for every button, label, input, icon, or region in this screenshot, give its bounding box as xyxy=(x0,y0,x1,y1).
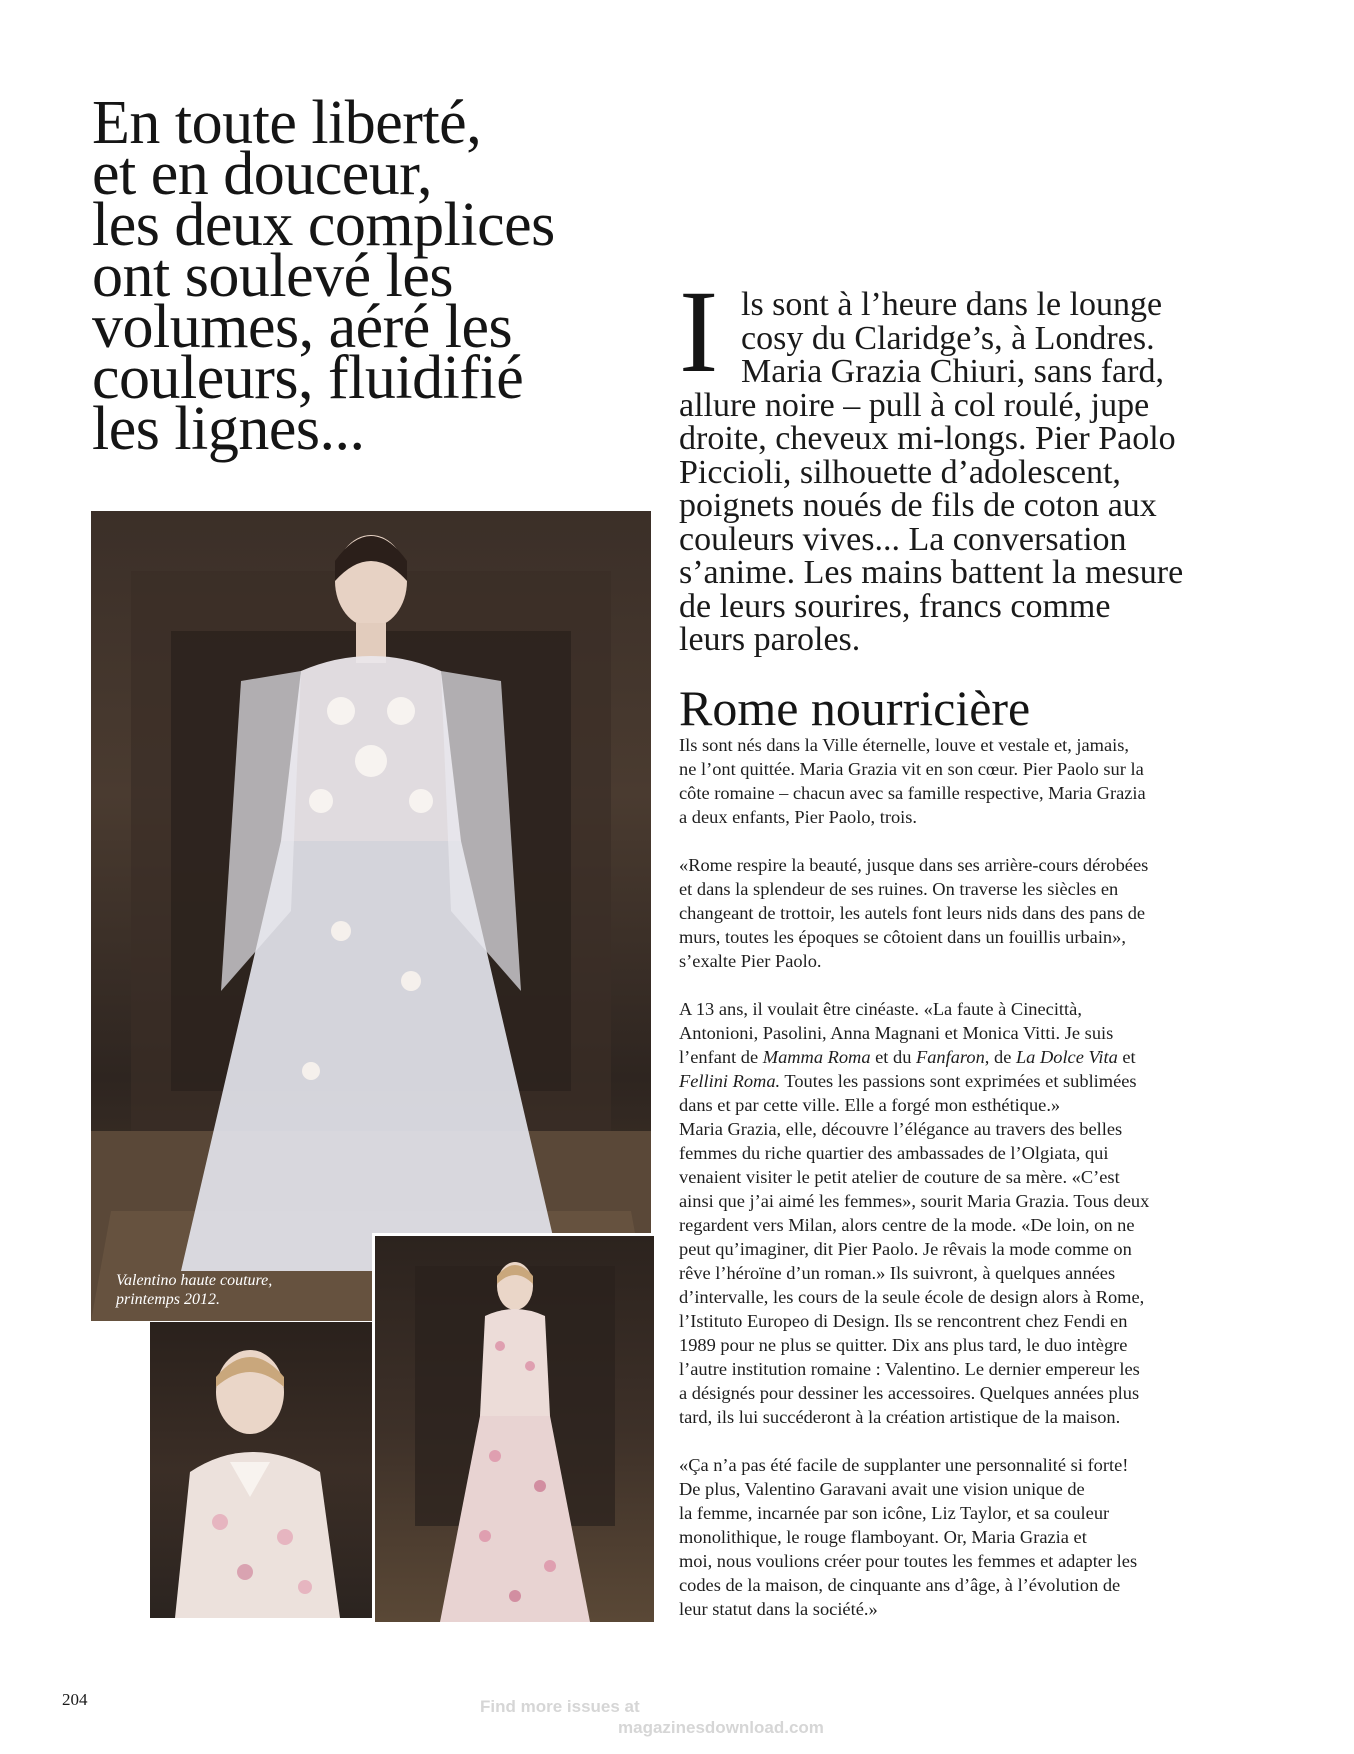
caption-line: printemps 2012. xyxy=(116,1291,220,1308)
lede-paragraph xyxy=(679,288,1239,657)
body-paragraph xyxy=(679,1117,1239,1429)
lede-line: ls sont à l’heure dans le lounge xyxy=(741,286,1163,323)
film-title: Mamma Roma xyxy=(762,1047,871,1067)
body-line: a désignés pour dessiner les accessoires. Quelques années plus xyxy=(679,1383,1140,1403)
drop-cap: I xyxy=(679,266,719,397)
body-line: dans et par cette ville. Elle a forgé mon esthétique.» xyxy=(679,1095,1061,1115)
body-text: et du xyxy=(870,1047,916,1067)
headline-line: ont soulevé les xyxy=(92,242,453,310)
body-line: murs, toutes les époques se côtoient dans un fouillis urbain», xyxy=(679,927,1126,947)
watermark-line: Find more issues at xyxy=(480,1697,640,1716)
lede-line: couleurs vives... La conversation xyxy=(679,520,1127,558)
photo-caption xyxy=(116,1271,336,1309)
body-line: monolithique, le rouge flamboyant. Or, Maria Grazia et xyxy=(679,1527,1087,1547)
film-title: Fanfaron xyxy=(916,1047,985,1067)
body-line: Ils sont nés dans la Ville éternelle, louve et vestale et, jamais, xyxy=(679,735,1130,755)
headline xyxy=(92,89,652,463)
body-line: l’Istituto Europeo di Design. Ils se rencontrent chez Fendi en xyxy=(679,1311,1128,1331)
body-line: «Rome respire la beauté, jusque dans ses arrière-cours dérobées xyxy=(679,855,1149,875)
body-line: regardent vers Milan, alors centre de la mode. «De loin, on ne xyxy=(679,1215,1135,1235)
body-line: femmes du riche quartier des ambassades de l’Olgiata, qui xyxy=(679,1143,1109,1163)
headline-line: En toute liberté, xyxy=(92,89,482,157)
section-subhead: Rome nourricière xyxy=(679,680,1031,736)
lede-line: droite, cheveux mi-longs. Pier Paolo xyxy=(679,420,1176,457)
lede-line: de leurs sourires, francs comme xyxy=(679,587,1111,625)
lede-line: s’anime. Les mains battent la mesure xyxy=(679,554,1184,591)
body-text: l’enfant de xyxy=(679,1047,763,1067)
headline-line: et en douceur, xyxy=(92,140,432,208)
body-line: a deux enfants, Pier Paolo, trois. xyxy=(679,807,918,827)
body-line: et dans la splendeur de ses ruines. On traverse les siècles en xyxy=(679,879,1119,899)
film-title: Fellini Roma. xyxy=(679,1071,781,1091)
body-paragraph xyxy=(679,733,1239,829)
body-line: 1989 pour ne plus se quitter. Dix ans plus tard, le duo intègre xyxy=(679,1335,1128,1355)
body-line: côte romaine – chacun avec sa famille respective, Maria Grazia xyxy=(679,783,1146,803)
headline-line: les lignes... xyxy=(92,395,365,463)
watermark-line: magazinesdownload.com xyxy=(618,1718,824,1737)
body-line xyxy=(679,1069,1239,1093)
lede-line: Maria Grazia Chiuri, sans fard, xyxy=(741,353,1164,390)
headline-line: couleurs, fluidifié xyxy=(92,344,524,412)
body-line: «Ça n’a pas été facile de supplanter une personnalité si forte! xyxy=(679,1455,1129,1475)
body-text: et xyxy=(1117,1047,1136,1067)
body-paragraph xyxy=(679,1453,1239,1621)
body-line: codes de la maison, de cinquante ans d’âge, à l’évolution de xyxy=(679,1575,1121,1595)
body-line: ne l’ont quittée. Maria Grazia vit en son cœur. Pier Paolo sur la xyxy=(679,759,1144,779)
runway-illustration xyxy=(375,1236,654,1622)
lede-line: cosy du Claridge’s, à Londres. xyxy=(741,319,1155,357)
runway-photo-jacket xyxy=(150,1322,372,1618)
body-text: Toutes les passions sont exprimées et sublimées xyxy=(780,1071,1137,1091)
body-column xyxy=(679,733,1239,1645)
lede-line: allure noire – pull à col roulé, jupe xyxy=(679,386,1150,424)
body-paragraph xyxy=(679,853,1239,973)
headline-line: volumes, aéré les xyxy=(92,293,513,361)
headline-line: les deux complices xyxy=(92,191,555,259)
body-line: peut qu’imaginer, dit Pier Paolo. Je rêvais la mode comme on xyxy=(679,1239,1132,1259)
body-line: rêve l’héroïne d’un roman.» Ils suivront, à quelques années xyxy=(679,1263,1116,1283)
body-line: tard, ils lui succéderont à la création artistique de la maison. xyxy=(679,1407,1121,1427)
body-line: Antonioni, Pasolini, Anna Magnani et Monica Vitti. Je suis xyxy=(679,1023,1114,1043)
body-line: d’intervalle, les cours de la seule école de design alors à Rome, xyxy=(679,1287,1145,1307)
body-text: , de xyxy=(984,1047,1016,1067)
body-line xyxy=(679,1045,1239,1069)
page-number: 204 xyxy=(62,1690,88,1709)
watermark xyxy=(480,1696,880,1738)
body-line: l’autre institution romaine : Valentino. Le dernier empereur les xyxy=(679,1359,1140,1379)
body-line: s’exalte Pier Paolo. xyxy=(679,951,822,971)
body-line: moi, nous voulions créer pour toutes les femmes et adapter les xyxy=(679,1551,1138,1571)
body-line: Maria Grazia, elle, découvre l’élégance au travers des belles xyxy=(679,1119,1123,1139)
body-line: venaient visiter le petit atelier de couture de sa mère. «C’est xyxy=(679,1167,1120,1187)
body-line: leur statut dans la société.» xyxy=(679,1599,878,1619)
runway-illustration xyxy=(150,1322,372,1618)
body-line: la femme, incarnée par son icône, Liz Taylor, et sa couleur xyxy=(679,1503,1110,1523)
film-title: La Dolce Vita xyxy=(1015,1047,1118,1067)
body-line: A 13 ans, il voulait être cinéaste. «La faute à Cinecittà, xyxy=(679,999,1082,1019)
runway-illustration xyxy=(91,511,651,1321)
lede-line: Piccioli, silhouette d’adolescent, xyxy=(679,453,1121,491)
caption-line: Valentino haute couture, xyxy=(116,1272,273,1289)
body-paragraph xyxy=(679,997,1239,1117)
lede-line: leurs paroles. xyxy=(679,621,861,658)
body-line: changeant de trottoir, les autels font leurs nids dans des pans de xyxy=(679,903,1146,923)
runway-photo-floral-gown xyxy=(372,1233,654,1622)
lede-line: poignets noués de fils de coton aux xyxy=(679,487,1157,524)
body-line: De plus, Valentino Garavani avait une vision unique de xyxy=(679,1479,1085,1499)
body-line: ainsi que j’ai aimé les femmes», sourit Maria Grazia. Tous deux xyxy=(679,1191,1150,1211)
runway-photo-main xyxy=(91,511,651,1321)
